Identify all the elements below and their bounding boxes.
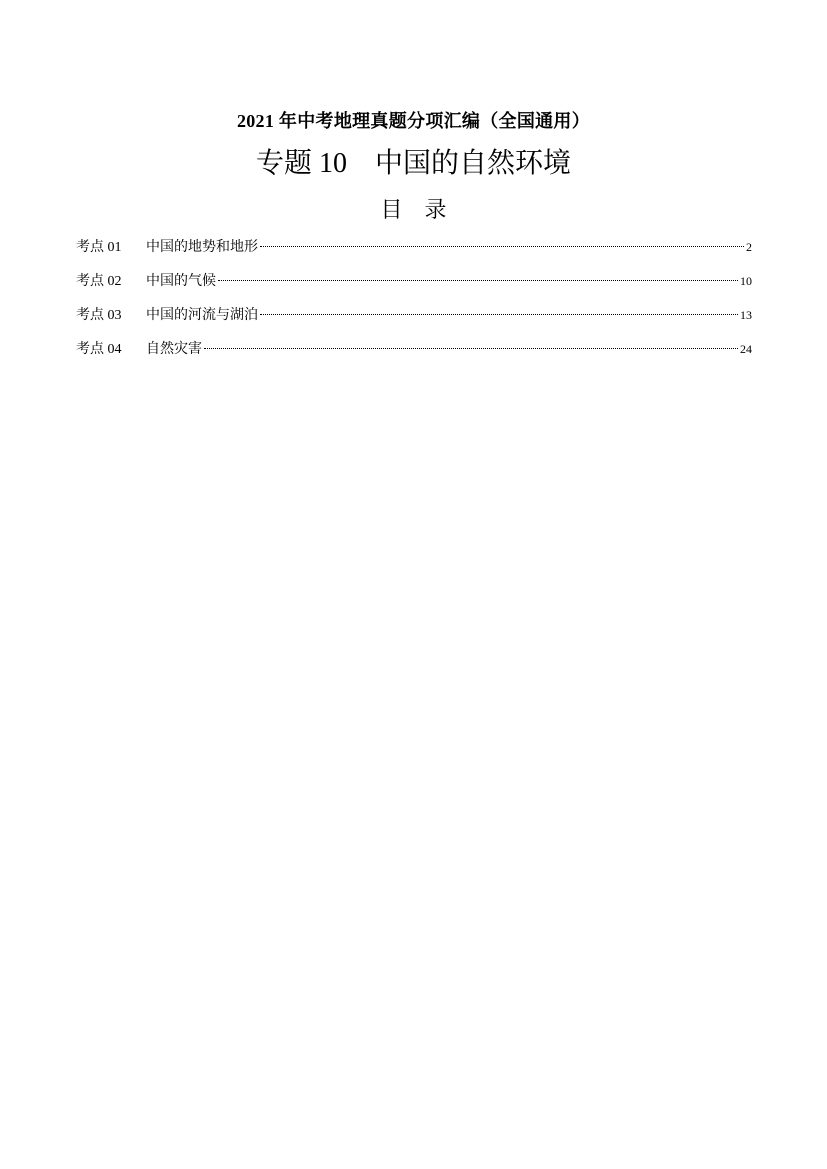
toc-entry-code: 考点 04 (76, 342, 122, 357)
toc-entry-code: 考点 01 (76, 240, 122, 255)
toc-entry-page: 10 (740, 274, 752, 288)
toc-heading: 目 录 (380, 197, 447, 222)
toc-entry-title[interactable]: 中国的地势和地形 (146, 240, 258, 255)
toc-entry-page: 13 (740, 308, 752, 322)
toc-entry-page: 2 (746, 240, 752, 254)
series-heading: 2021 年中考地理真题分项汇编（全国通用） (236, 111, 591, 131)
toc-entry[interactable] (76, 270, 752, 304)
toc-entry[interactable] (76, 236, 752, 270)
toc-entry-title[interactable]: 中国的气候 (146, 274, 216, 289)
toc-dot-leader (204, 348, 738, 349)
toc-entry-page: 24 (740, 342, 752, 356)
toc-dot-leader (260, 246, 744, 247)
table-of-contents (76, 236, 752, 372)
toc-dot-leader (218, 280, 738, 281)
toc-dot-leader (260, 314, 738, 315)
page-title: 专题 10 中国的自然环境 (255, 148, 571, 179)
toc-entry-code: 考点 02 (76, 274, 122, 289)
toc-entry-title[interactable]: 自然灾害 (146, 342, 202, 357)
toc-entry-code: 考点 03 (76, 308, 122, 323)
toc-entry[interactable] (76, 304, 752, 338)
toc-entry-title[interactable]: 中国的河流与湖泊 (146, 308, 258, 323)
toc-entry[interactable] (76, 338, 752, 372)
